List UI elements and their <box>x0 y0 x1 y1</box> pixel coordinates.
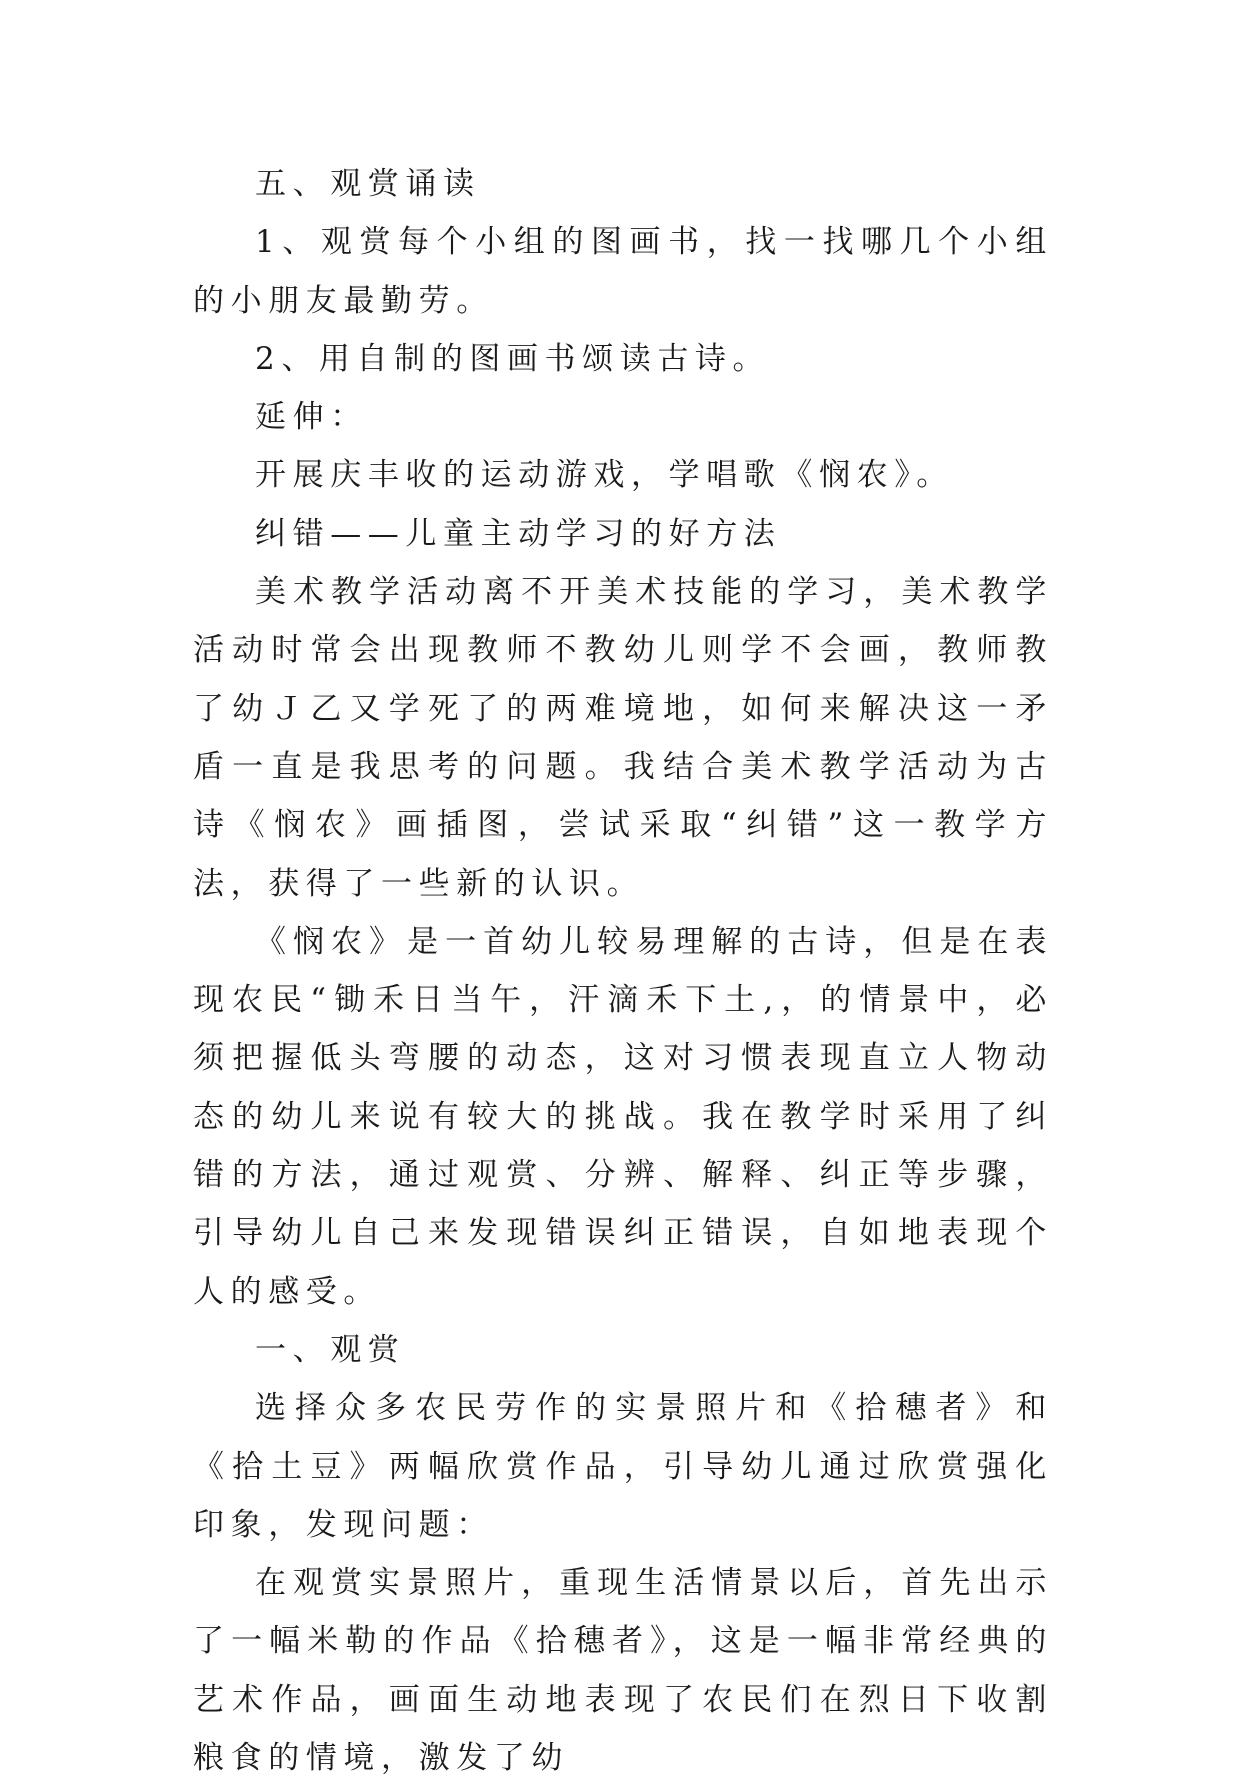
body-paragraph: 《悯农》是一首幼儿较易理解的古诗，但是在表现农民“锄禾日当午，汗滴禾下土,，的情景中，必须把握低头弯腰的动态，这对习惯表现直立人物动态的幼儿来说有较大的挑战。我在教学时采用了纠错的方法，通过观赏、分辨、解释、纠正等步骤，引导幼儿自己来发现错误纠正错误，自如地表现个人的感受。 <box>193 923 1053 1310</box>
body-paragraph: 在观赏实景照片，重现生活情景以后，首先出示了一幅米勒的作品《拾穗者》，这是一幅非常经典的艺术作品，画面生动地表现了农民们在烈日下收割粮食的情境，激发了幼 <box>193 1565 1053 1777</box>
list-item-1: 1、观赏每个小组的图画书，找一找哪几个小组的小朋友最勤劳。 <box>193 224 1053 319</box>
extension-heading: 延伸： <box>255 399 368 436</box>
section-heading-appreciation: 一、观赏 <box>255 1331 406 1368</box>
body-paragraph: 美术教学活动离不开美术技能的学习，美术教学活动时常会出现教师不教幼儿则学不会画，教师教了幼Ｊ乙又学死了的两难境地，如何来解决这一矛盾一直是我思考的问题。我结合美术教学活动为古诗《悯农》画插图，尝试采取“纠错”这一教学方法，获得了一些新的认识。 <box>193 574 1053 902</box>
document-body <box>193 155 1053 1787</box>
list-item-2: 2、用自制的图画书颂读古诗。 <box>255 340 771 377</box>
article-title: 纠错——儿童主动学习的好方法 <box>255 515 782 552</box>
body-paragraph: 选择众多农民劳作的实景照片和《拾穗者》和《拾土豆》两幅欣赏作品，引导幼儿通过欣赏强化印象，发现问题： <box>193 1390 1053 1543</box>
extension-text: 开展庆丰收的运动游戏，学唱歌《悯农》。 <box>255 457 954 494</box>
section-heading-recite: 五、观赏诵读 <box>255 166 481 202</box>
